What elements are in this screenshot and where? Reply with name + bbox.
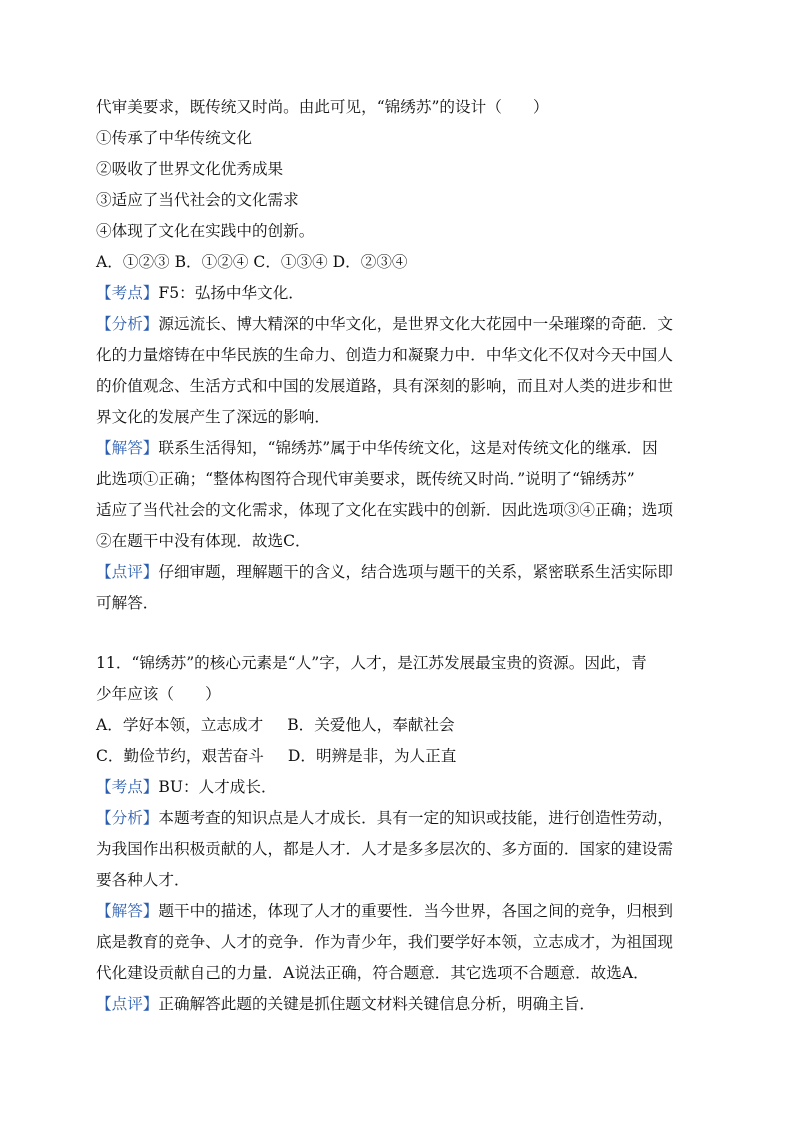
- q11-fenxi-line: 为我国作出积极贡献的人，都是人才．人才是多多层次的、多方面的．国家的建设需: [96, 840, 673, 858]
- q11-jieda-line: 代化建设贡献自己的力量．A说法正确，符合题意．其它选项不合题意．故选A．: [96, 964, 649, 982]
- q10-dianping-line: 可解答．: [96, 594, 159, 612]
- q11-options-row: [96, 714, 455, 736]
- q10-choice-4: ④体现了文化在实践中的创新。: [96, 222, 315, 240]
- q11-option-b: B．关爱他人，奉献社会: [287, 716, 455, 734]
- fenxi-tag: 【分析】: [96, 315, 159, 333]
- q11-fenxi-line: 要各种人才．: [96, 871, 190, 889]
- dianping-text: 正确解答此题的关键是抓住题文材料关键信息分析，明确主旨．: [158, 995, 596, 1013]
- q11-stem-line: 少年应该（ ）: [96, 685, 221, 703]
- q11-option-a: A．学好本领，立志成才: [96, 716, 264, 734]
- q11-option-d: D．明辨是非，为人正直: [287, 747, 457, 765]
- fenxi-text: 源远流长、博大精深的中华文化，是世界文化大花园中一朵璀璨的奇葩．文: [158, 315, 673, 333]
- q10-choice-1: ①传承了中华传统文化: [96, 129, 252, 147]
- q10-choice-3: ③适应了当代社会的文化需求: [96, 191, 299, 209]
- q10-jieda-line: 适应了当代社会的文化需求，体现了文化在实践中的创新．因此选项③④正确；选项: [96, 501, 673, 519]
- dianping-tag: 【点评】: [96, 995, 159, 1013]
- jieda-tag: 【解答】: [96, 902, 159, 920]
- kaodian-tag: 【考点】: [96, 778, 159, 796]
- q10-jieda-line: ②在题干中没有体现．故选C．: [96, 532, 311, 550]
- q11-stem: 11．“锦绣苏”的核心元素是“人”字，人才，是江苏发展最宝贵的资源。因此，青: [96, 654, 647, 672]
- q10-fenxi-line: 界文化的发展产生了深远的影响．: [96, 408, 330, 426]
- q10-dianping: [96, 561, 673, 583]
- fenxi-text: 本题考查的知识点是人才成长．具有一定的知识或技能，进行创造性劳动，: [158, 809, 673, 827]
- q11-fenxi: [96, 807, 673, 829]
- jieda-text: 联系生活得知，“锦绣苏”属于中华传统文化，这是对传统文化的继承．因: [158, 439, 658, 457]
- q10-stem-line: 代审美要求，既传统又时尚。由此可见，“锦绣苏”的设计（ ）: [96, 98, 549, 116]
- q11-dianping: [96, 993, 595, 1015]
- q10-jieda-line: 此选项①正确；“整体构图符合现代审美要求，既传统又时尚．”说明了“锦绣苏”: [96, 470, 635, 488]
- fenxi-tag: 【分析】: [96, 809, 159, 827]
- dianping-tag: 【点评】: [96, 563, 159, 581]
- q10-options: A．①②③ B．①②④ C．①③④ D．②③④: [96, 253, 408, 271]
- q10-fenxi-line: 的价值观念、生活方式和中国的发展道路，具有深刻的影响，而且对人类的进步和世: [96, 377, 673, 395]
- q11-option-c: C．勤俭节约，艰苦奋斗: [96, 747, 264, 765]
- dianping-text: 仔细审题，理解题干的含义，结合选项与题干的关系，紧密联系生活实际即: [158, 563, 673, 581]
- kaodian-text: BU：人才成长．: [158, 778, 277, 796]
- jieda-text: 题干中的描述，体现了人才的重要性．当今世界，各国之间的竞争，归根到: [158, 902, 673, 920]
- q10-kaodian: [96, 282, 304, 304]
- jieda-tag: 【解答】: [96, 439, 159, 457]
- q11-jieda: [96, 900, 673, 922]
- q11-jieda-line: 底是教育的竞争、人才的竞争．作为青少年，我们要学好本领，立志成才，为祖国现: [96, 933, 673, 951]
- kaodian-tag: 【考点】: [96, 284, 159, 302]
- q10-jieda: [96, 437, 658, 459]
- kaodian-text: F5：弘扬中华文化．: [158, 284, 304, 302]
- q10-fenxi-line: 化的力量熔铸在中华民族的生命力、创造力和凝聚力中．中华文化不仅对今天中国人: [96, 346, 673, 364]
- q11-kaodian: [96, 776, 277, 798]
- q10-choice-2: ②吸收了世界文化优秀成果: [96, 160, 284, 178]
- q11-options-row: [96, 745, 456, 767]
- q10-fenxi: [96, 313, 673, 335]
